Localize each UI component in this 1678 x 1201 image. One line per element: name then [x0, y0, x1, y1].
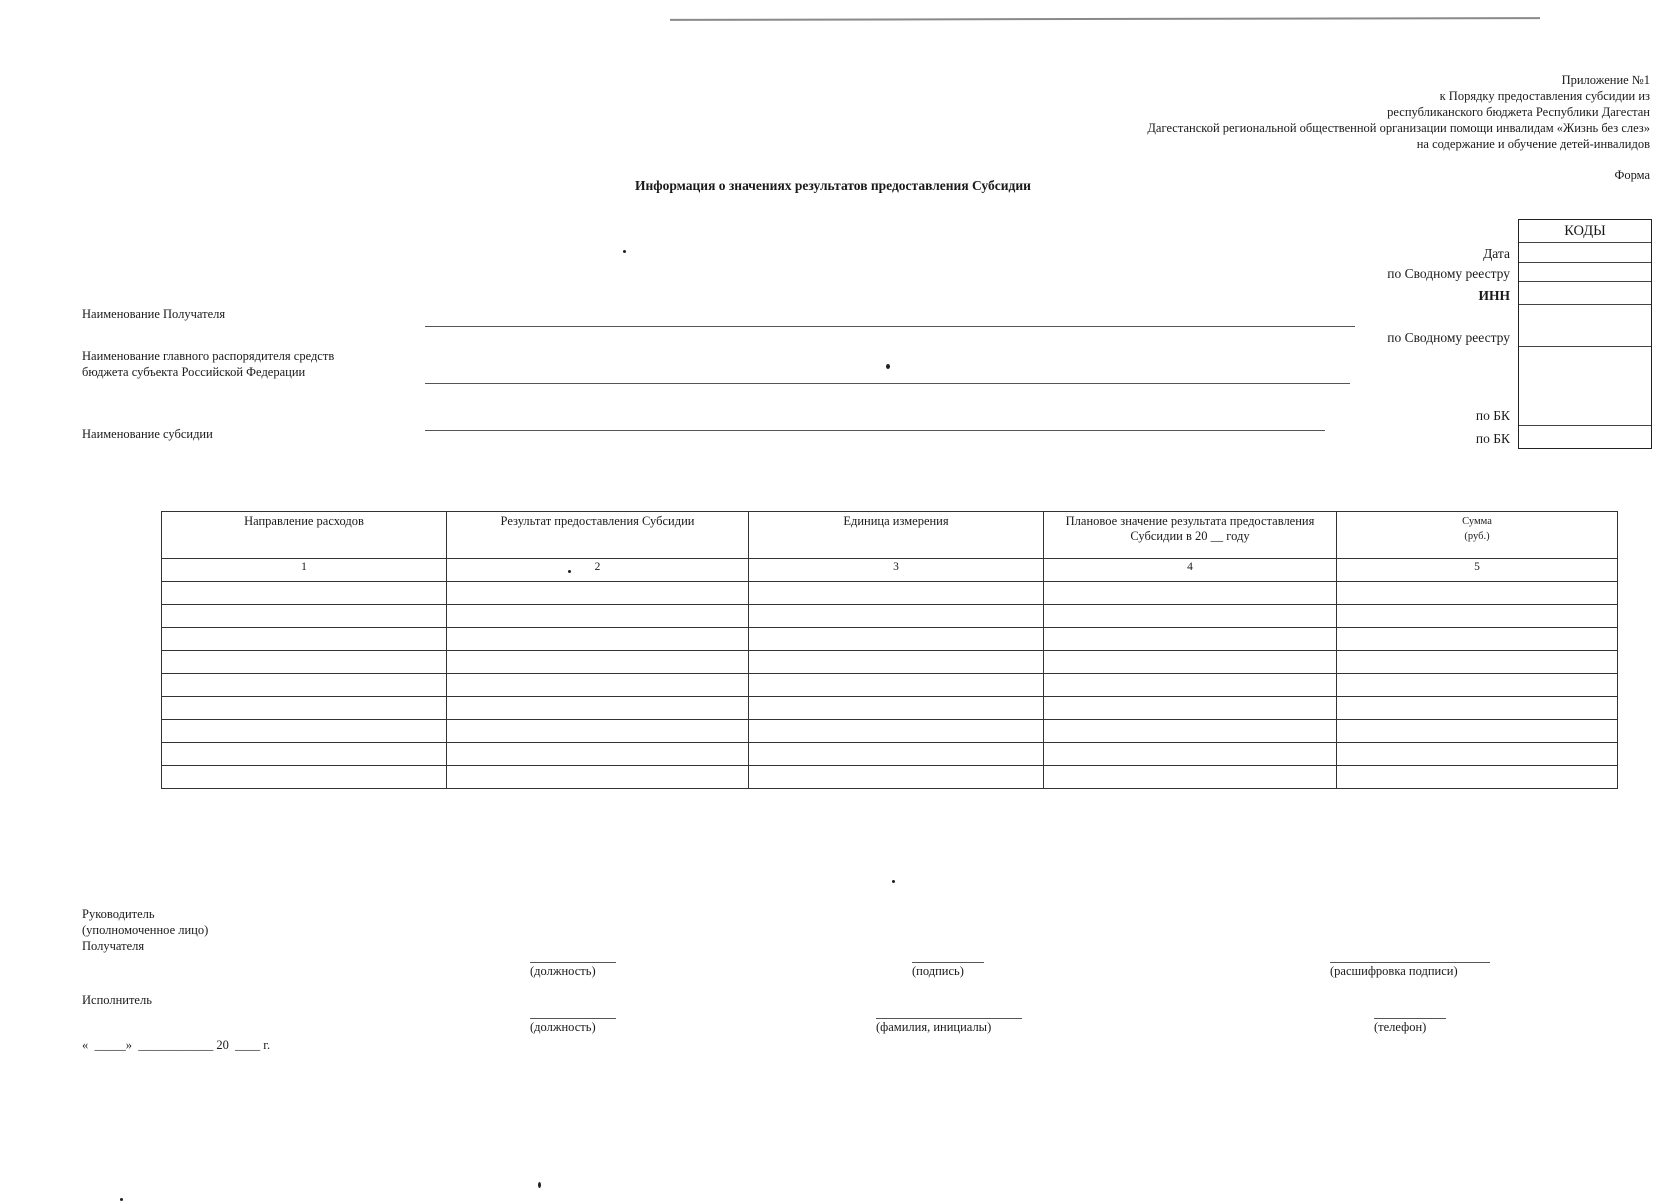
table-row [162, 697, 1618, 720]
subsidy-line [425, 430, 1325, 431]
head-label [82, 906, 208, 954]
table-cell [1337, 720, 1618, 743]
column-header: Сумма [1462, 516, 1492, 527]
appendix-note [1147, 72, 1650, 152]
table-cell [1044, 674, 1337, 697]
codes-divider [1519, 304, 1651, 305]
table-cell [749, 605, 1044, 628]
table-cell [749, 582, 1044, 605]
column-number: 3 [749, 559, 1044, 582]
results-table [161, 511, 1618, 789]
column-number-row [162, 559, 1618, 582]
table-cell [1044, 628, 1337, 651]
table-row [162, 628, 1618, 651]
appendix-line: республиканского бюджета Республики Дагестан [1387, 105, 1650, 119]
head-label-line: Руководитель [82, 907, 155, 921]
recipient-line [425, 326, 1355, 327]
table-body [162, 582, 1618, 789]
codes-label-registry: по Сводному реестру [1387, 330, 1510, 345]
column-number: 2 [447, 559, 749, 582]
table-cell [447, 720, 749, 743]
table-cell [162, 697, 447, 720]
appendix-line: Дагестанской региональной общественной организации помощи инвалидам «Жизнь без слез» [1147, 121, 1650, 135]
table-cell [1337, 766, 1618, 789]
position-caption: (должность) [530, 964, 596, 978]
table-cell [1044, 651, 1337, 674]
table-cell [162, 582, 447, 605]
executor-label: Исполнитель [82, 993, 152, 1007]
table-cell [162, 674, 447, 697]
column-header: Единица измерения [749, 512, 1044, 559]
table-cell [162, 720, 447, 743]
column-number: 4 [1044, 559, 1337, 582]
table-cell [447, 628, 749, 651]
form-label: Форма [1614, 168, 1650, 182]
phone-line [1374, 1018, 1446, 1019]
column-header: Плановое значение результата предоставления Субсидии в 20 __ году [1044, 512, 1337, 559]
decoding-line [1330, 962, 1490, 963]
table-cell [162, 628, 447, 651]
date-line: « _____» ____________ 20 ____ г. [82, 1038, 271, 1052]
table-cell [1337, 743, 1618, 766]
table-cell [749, 674, 1044, 697]
manager-line [425, 383, 1350, 384]
table-cell [447, 605, 749, 628]
column-header-sum [1337, 512, 1618, 559]
position-line [530, 1018, 616, 1019]
head-label-line: Получателя [82, 939, 145, 953]
scan-speck [568, 570, 571, 573]
name-caption: (фамилия, инициалы) [876, 1020, 992, 1034]
table-cell [749, 743, 1044, 766]
table-cell [447, 674, 749, 697]
codes-label-date: Дата [1483, 246, 1510, 261]
codes-divider [1519, 262, 1651, 263]
table-cell [1337, 651, 1618, 674]
table-cell [1044, 766, 1337, 789]
table-cell [162, 605, 447, 628]
table-cell [1337, 605, 1618, 628]
subsidy-label: Наименование субсидии [82, 427, 213, 441]
codes-divider [1519, 281, 1651, 282]
appendix-line: к Порядку предоставления субсидии из [1439, 89, 1650, 103]
head-label-line: (уполномоченное лицо) [82, 923, 209, 937]
codes-label-registry: по Сводному реестру [1387, 266, 1510, 281]
scan-speck [886, 364, 890, 369]
column-header: Направление расходов [162, 512, 447, 559]
table-cell [447, 743, 749, 766]
appendix-line: Приложение №1 [1561, 73, 1650, 87]
codes-label-bk: по БК [1475, 408, 1510, 423]
scan-speck [892, 880, 895, 883]
manager-label-line: бюджета субъекта Российской Федерации [82, 365, 306, 379]
column-number: 1 [162, 559, 447, 582]
document-title: Информация о значениях результатов предоставления Субсидии [635, 178, 1031, 193]
codes-divider [1519, 346, 1651, 347]
table-row [162, 605, 1618, 628]
table-cell [162, 743, 447, 766]
appendix-line: на содержание и обучение детей-инвалидов [1416, 137, 1650, 151]
position-line [530, 962, 616, 963]
table-cell [749, 766, 1044, 789]
table-cell [447, 582, 749, 605]
table-row [162, 674, 1618, 697]
manager-label [82, 348, 334, 380]
codes-box [1518, 219, 1652, 449]
signature-caption: (подпись) [912, 964, 964, 978]
table-row [162, 743, 1618, 766]
table-cell [447, 651, 749, 674]
table-cell [1337, 582, 1618, 605]
phone-caption: (телефон) [1374, 1020, 1427, 1034]
manager-label-line: Наименование главного распорядителя средств [82, 349, 335, 363]
table-cell [1044, 605, 1337, 628]
table-cell [162, 651, 447, 674]
table-cell [162, 766, 447, 789]
table-cell [1044, 720, 1337, 743]
recipient-label: Наименование Получателя [82, 307, 226, 321]
column-unit: (руб.) [1464, 531, 1490, 542]
table-cell [749, 651, 1044, 674]
table-cell [1044, 582, 1337, 605]
scan-speck [623, 250, 626, 253]
codes-divider [1519, 425, 1651, 426]
codes-divider [1519, 242, 1651, 243]
table-cell [1337, 674, 1618, 697]
table-row [162, 720, 1618, 743]
decoding-caption: (расшифровка подписи) [1330, 964, 1458, 978]
table-cell [749, 720, 1044, 743]
table-cell [1337, 628, 1618, 651]
name-line [876, 1018, 1022, 1019]
table-cell [447, 697, 749, 720]
table-row [162, 766, 1618, 789]
codes-label-bk: по БК [1475, 431, 1510, 446]
table-cell [749, 697, 1044, 720]
column-header: Результат предоставления Субсидии [447, 512, 749, 559]
table-row [162, 651, 1618, 674]
table-cell [1044, 743, 1337, 766]
codes-header: КОДЫ [1564, 223, 1606, 239]
signature-line [912, 962, 984, 963]
table-row [162, 582, 1618, 605]
top-rule [670, 17, 1540, 21]
position-caption: (должность) [530, 1020, 596, 1034]
column-number: 5 [1337, 559, 1618, 582]
table-cell [749, 628, 1044, 651]
table-cell [447, 766, 749, 789]
codes-label-inn: ИНН [1478, 288, 1510, 303]
table-header-row [162, 512, 1618, 559]
table-cell [1337, 697, 1618, 720]
table-cell [1044, 697, 1337, 720]
scan-speck [538, 1182, 541, 1188]
